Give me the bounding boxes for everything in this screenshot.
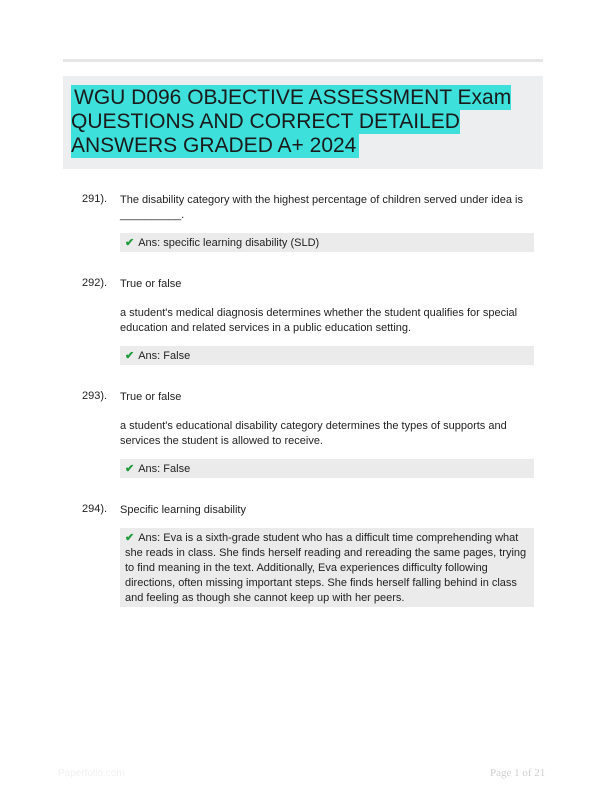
title-highlight: WGU D096 OBJECTIVE ASSESSMENT Exam QUESTIONS AND CORRECT DETAILED ANSWERS GRADED A+ 2024: [71, 86, 512, 157]
question-number: 293).: [82, 390, 108, 402]
top-divider: [63, 59, 543, 62]
answer-text: Ans: False: [138, 350, 191, 362]
answer-box: [120, 233, 534, 252]
page-title: [71, 86, 531, 158]
answer-box: [120, 528, 534, 607]
question-number: 294).: [82, 503, 108, 515]
question-line: __________.: [120, 209, 185, 221]
answer-text: Ans: False: [138, 463, 191, 475]
answer-box: [120, 346, 534, 365]
question-prompt: True or false: [120, 278, 182, 290]
question-text: [120, 193, 535, 223]
footer-site: Paperfolio.com: [58, 768, 125, 779]
question-line: The disability category with the highest percentage of children served under idea is: [120, 194, 523, 206]
check-icon: ✔: [125, 350, 135, 362]
question-number: 292).: [82, 277, 108, 289]
question-body: a student's educational disability category determines the types of supports and services the student is allowed to receive.: [120, 420, 507, 447]
answer-text: Ans: Eva is a sixth-grade student who has a difficult time comprehending what she reads in class. She finds herself reading and rereading the same pages, trying to find meaning in the text. Additionally, Eva experiences difficulty following directions, often missing important steps. She finds herself falling behind in class and feeling as though she cannot keep up with her peers.: [125, 532, 527, 604]
question-prompt: Specific learning disability: [120, 504, 246, 516]
page-number: Page 1 of 21: [490, 767, 546, 779]
answer-text: Ans: specific learning disability (SLD): [138, 237, 320, 249]
question-body: a student's medical diagnosis determines whether the student qualifies for special education and related services in a public education setting.: [120, 307, 518, 334]
answer-box: [120, 459, 534, 478]
question-prompt: True or false: [120, 391, 182, 403]
question-number: 291).: [82, 193, 108, 205]
check-icon: ✔: [125, 532, 135, 544]
check-icon: ✔: [125, 463, 135, 475]
check-icon: ✔: [125, 237, 135, 249]
